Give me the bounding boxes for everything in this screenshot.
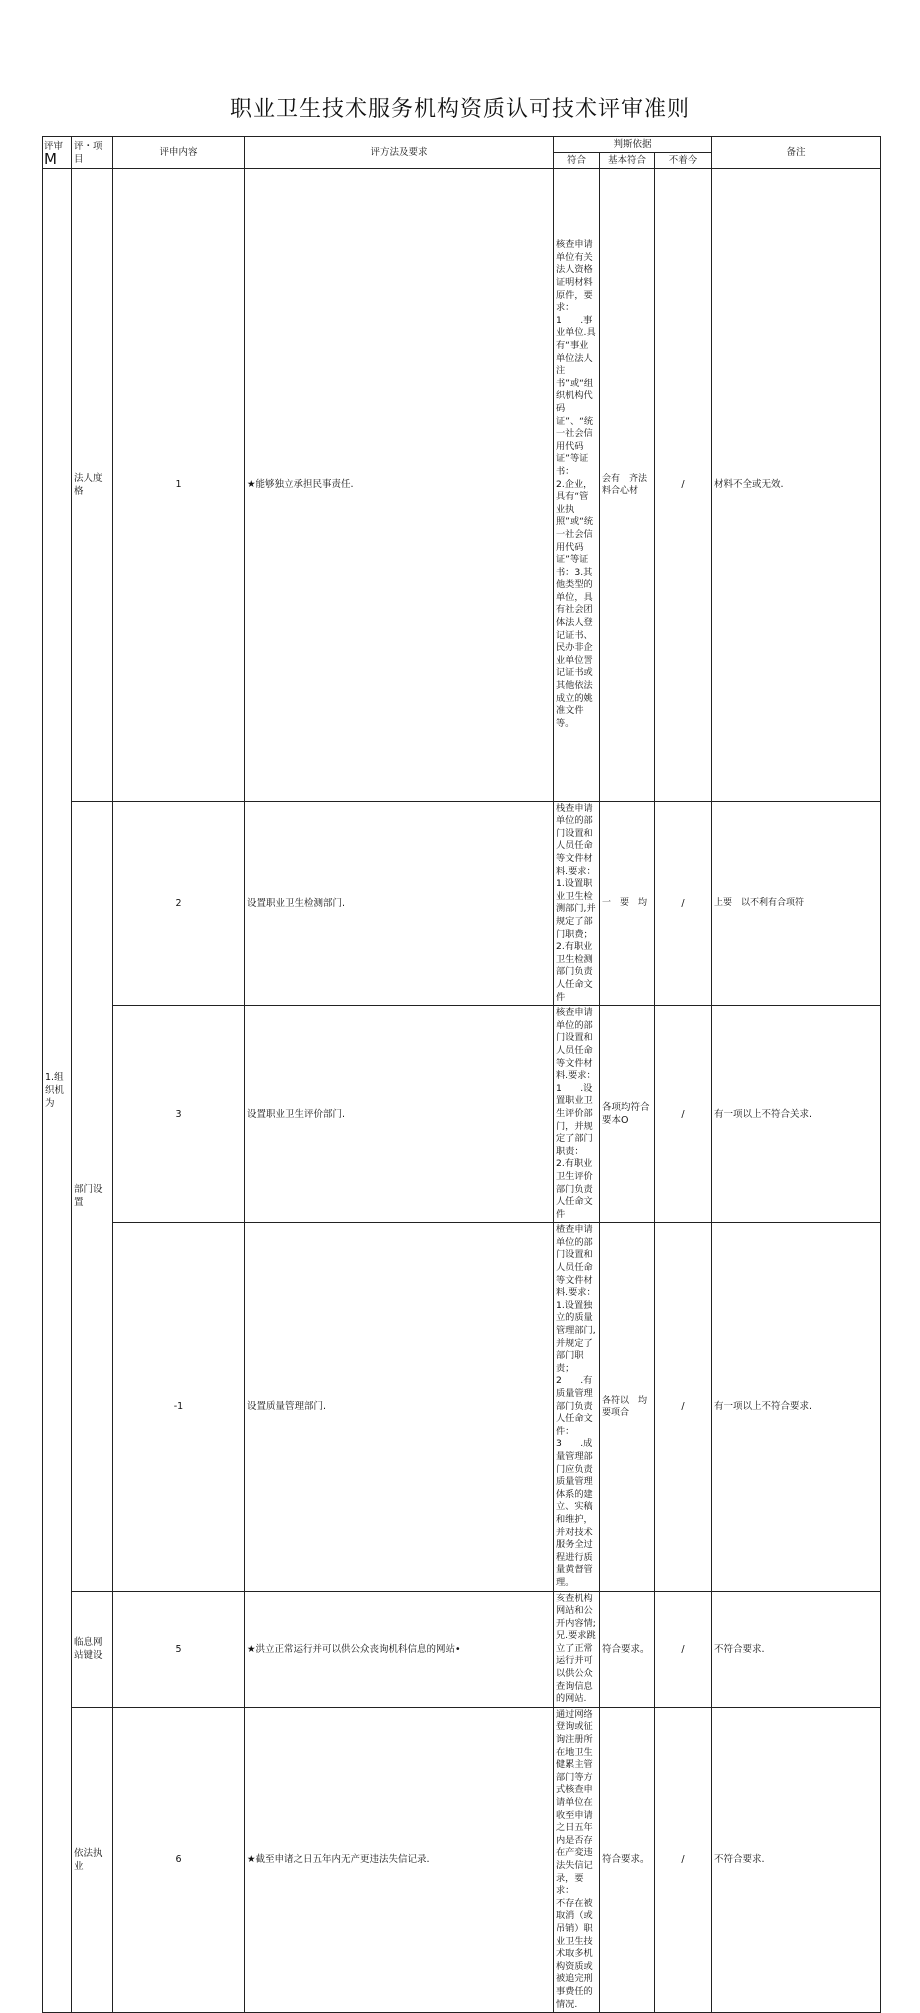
- row-num: 5: [113, 1591, 245, 1707]
- row-not-fit: 材料不全或无效.: [712, 169, 881, 802]
- row-basic: /: [655, 1223, 712, 1591]
- row-not-fit: 上要 以不利有合项符: [712, 801, 881, 1006]
- row-num: 1: [113, 169, 245, 802]
- table-row: [43, 169, 881, 802]
- subgroup-departments: 部门设置: [72, 801, 113, 1591]
- header-fit: 符合: [554, 153, 600, 169]
- table-row: [43, 1707, 881, 2012]
- row-fit: 各符以 均要项合: [600, 1223, 655, 1591]
- row-basic: /: [655, 1591, 712, 1707]
- criteria-table: [42, 136, 881, 2013]
- header-judgement: 判斯依据: [554, 137, 712, 153]
- row-method: 栈查申请单位的部门设置和人员任命等文件材料.要求： 1.设置职业卫生检测部门,并规定了部门职费； 2.有职业卫生检测部门负责人任命文件: [554, 801, 600, 1006]
- row-method: 亥查机构网站和公开内容情;兄.要求跳立了正常运行并可以供公众查询信息的网站.: [554, 1591, 600, 1707]
- header-not-fit: 不着今: [655, 153, 712, 169]
- page-title: 职业卫生技术服务机构资质认可技术评审准则: [229, 97, 690, 122]
- header-item: 评・项目: [72, 137, 113, 169]
- row-fit: 会有 齐法料合心材: [600, 169, 655, 802]
- row-not-fit: 不符合要求.: [712, 1591, 881, 1707]
- row-basic: /: [655, 1707, 712, 2012]
- row-basic: /: [655, 169, 712, 802]
- group-organization: 1.组织机为: [43, 169, 72, 2013]
- header-content: 评申内容: [113, 137, 245, 169]
- row-not-fit: 有一项以上不符合关求.: [712, 1006, 881, 1223]
- row-fit: 各项均符合要本O: [600, 1006, 655, 1223]
- row-content: ★截至申诸之日五年内无产更违法失信记录.: [245, 1707, 554, 2012]
- row-basic: /: [655, 1006, 712, 1223]
- header-remark: 备注: [712, 137, 881, 169]
- row-not-fit: 不符合要求.: [712, 1707, 881, 2012]
- row-fit: 一 要 均: [600, 801, 655, 1006]
- table-row: [43, 1223, 881, 1591]
- row-content: 设置质量管理部门.: [245, 1223, 554, 1591]
- subgroup-compliance: 依法执业: [72, 1707, 113, 2012]
- row-method: 核查申请单位的部门设置和人员任命等文件材料.要求： 1 .设置职业卫生评价部门，并规定了部门职责： 2.有职业卫生评价部门负责人任命文件: [554, 1006, 600, 1223]
- row-method: 核查申请单位有关法人资格证明材料原件，要求： 1 .事业单位.具有“事业单位法人注书”或“组织机构代码证”、“统一社会信用代码证”等证书： 2.企业，具有“管业执照”或“统一社会信用代码证”等证书：3.其他类型的单位，具有社会团体法人登记证书、民办非企业单位詈记证书或其他依法成立的姚准文件等。: [554, 169, 600, 802]
- header-method: 评方法及要求: [245, 137, 554, 169]
- row-fit: 符合要求。: [600, 1591, 655, 1707]
- row-num: 3: [113, 1006, 245, 1223]
- subgroup-legal: 法人度格: [72, 169, 113, 802]
- row-content: 设置职业卫生检测部门.: [245, 801, 554, 1006]
- row-num: 2: [113, 801, 245, 1006]
- row-not-fit: 有一项以上不符合要求.: [712, 1223, 881, 1591]
- table-row: [43, 1591, 881, 1707]
- table-row: [43, 1006, 881, 1223]
- row-fit: 符合要求。: [600, 1707, 655, 2012]
- row-basic: /: [655, 801, 712, 1006]
- row-num: 6: [113, 1707, 245, 2012]
- subgroup-website: 临息网站键设: [72, 1591, 113, 1707]
- header-review: 评审 M: [43, 137, 72, 169]
- row-content: 设置职业卫生评价部门.: [245, 1006, 554, 1223]
- row-method: 楂查申请单位的部门设置和人员任命等文件材料.要求： 1.设置独立的质量管理部门,并规定了部门职责； 2 .有质量管理部门负责人任命文件： 3 .成量管理部门应负责质量管理体系的建立、实稿和维护，并对技术服务全过程进行质量黄督管理。: [554, 1223, 600, 1591]
- row-method: 通过网络登询或征询注册所在地卫生健累主管部门等方式核查申请单位在收至申请之日五年内是否存在产変违法失信记录，要求： 不存在被取消（或吊销）职业卫生技术取多机构资质或被追完刑事费任的情况.: [554, 1707, 600, 2012]
- row-content: ★能够独立承担民事责任.: [245, 169, 554, 802]
- table-row: [43, 801, 881, 1006]
- row-content: ★洪立正常运行并可以供公众丧询机科信息的网站•: [245, 1591, 554, 1707]
- row-num: -1: [113, 1223, 245, 1591]
- header-basic-fit: 基本符合: [600, 153, 655, 169]
